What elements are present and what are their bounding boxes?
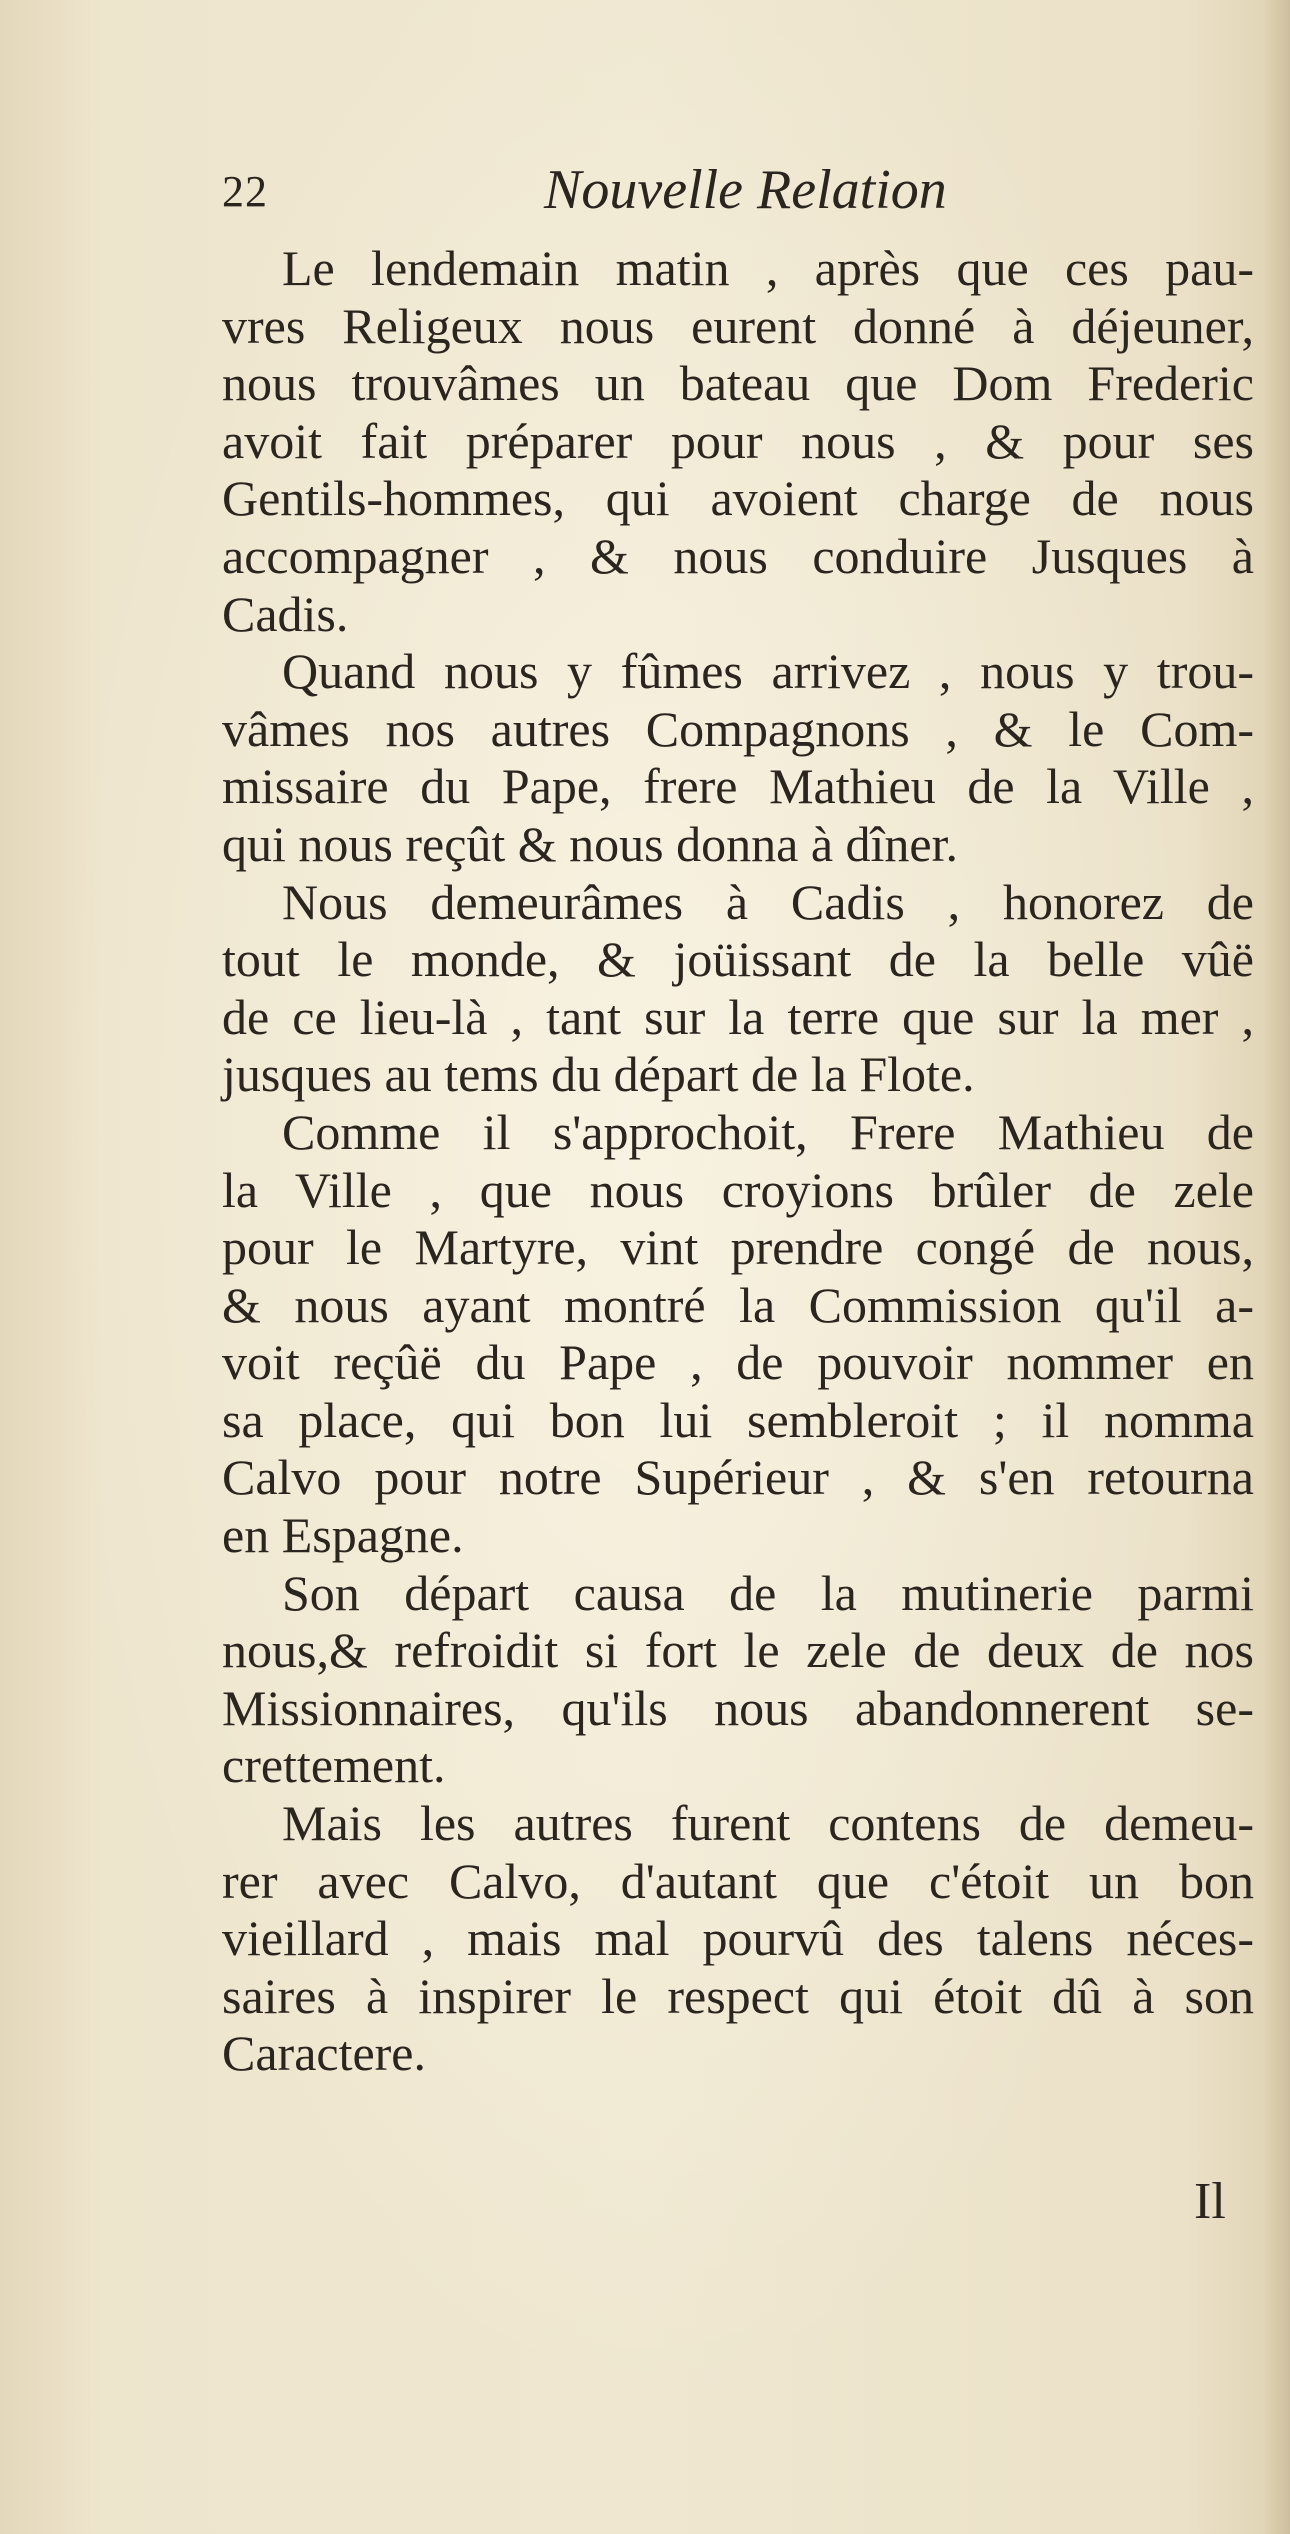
page-edge-shadow	[1262, 0, 1290, 2534]
text-line: en Espagne.	[222, 1507, 464, 1564]
text-line: & nous ayant montré la Commission qu'il a-	[222, 1276, 1254, 1333]
text-line: pour le Martyre, vint prendre congé de nous,	[222, 1219, 1254, 1276]
catchword: Il	[1194, 2173, 1226, 2230]
text-line: missaire du Pape, frere Mathieu de la Ville ,	[222, 758, 1254, 815]
text-line: Comme il s'approchoit, Frere Mathieu de	[282, 1103, 1254, 1160]
text-line: vres Religeux nous eurent donné à déjeuner,	[222, 297, 1254, 354]
text-line: Son départ causa de la mutinerie parmi	[282, 1564, 1254, 1621]
text-line: Caractere.	[222, 2025, 427, 2082]
text-line: Nous demeurâmes à Cadis , honorez de	[282, 873, 1254, 930]
text-line: Cadis.	[222, 585, 349, 642]
running-head	[222, 158, 947, 228]
text-line: de ce lieu-là , tant sur la terre que sur la mer ,	[222, 988, 1254, 1045]
text-line: voit reçûë du Pape , de pouvoir nommer en	[222, 1334, 1254, 1391]
text-line: nous trouvâmes un bateau que Dom Frederic	[222, 355, 1254, 412]
text-line: la Ville , que nous croyions brûler de zele	[222, 1161, 1254, 1218]
text-line: vâmes nos autres Compagnons , & le Com-	[222, 700, 1254, 757]
text-line: Le lendemain matin , après que ces pau-	[282, 240, 1254, 296]
text-line: vieillard , mais mal pourvû des talens néces-	[222, 1910, 1254, 1967]
text-line: jusques au tems du départ de la Flote.	[222, 1046, 975, 1103]
text-line: Mais les autres furent contens de demeu-	[282, 1795, 1254, 1852]
page-number: 22	[222, 167, 268, 216]
text-line: Gentils-hommes, qui avoient charge de nous	[222, 470, 1254, 527]
text-line: nous,& refroidit si fort le zele de deux de nos	[222, 1622, 1254, 1679]
text-line: Missionnaires, qu'ils nous abandonnerent se-	[222, 1679, 1254, 1736]
text-line: qui nous reçût & nous donna à dîner.	[222, 815, 958, 872]
running-title: Nouvelle Relation	[544, 159, 947, 221]
text-line: crettement.	[222, 1737, 446, 1794]
text-line: Quand nous y fûmes arrivez , nous y trou-	[282, 643, 1254, 700]
text-line: Calvo pour notre Supérieur , & s'en retourna	[222, 1449, 1254, 1506]
text-line: rer avec Calvo, d'autant que c'étoit un bon	[222, 1852, 1254, 1909]
text-line: sa place, qui bon lui sembleroit ; il nomma	[222, 1391, 1254, 1448]
text-line: accompagner , & nous conduire Jusques à	[222, 527, 1254, 584]
text-line: avoit fait préparer pour nous , & pour ses	[222, 412, 1254, 469]
text-line: tout le monde, & joüissant de la belle vûë	[222, 931, 1254, 988]
text-line: saires à inspirer le respect qui étoit dû à son	[222, 1967, 1254, 2024]
body-text	[222, 240, 1254, 2083]
